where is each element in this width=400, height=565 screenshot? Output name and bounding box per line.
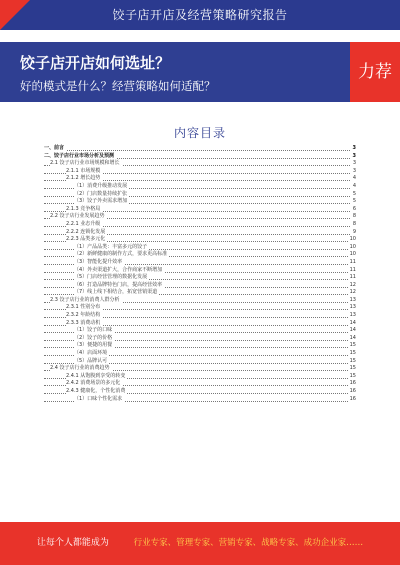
toc-entry-page: 11 (349, 274, 356, 281)
toc-entry-title: （2）新鲜健康的制作方式，要求更高标准 (74, 251, 168, 258)
toc-entry[interactable] (44, 396, 356, 404)
toc-heading: 内容目录 (173, 126, 226, 140)
toc-entry-page: 10 (349, 243, 356, 250)
toc-entry-title: （3）便捷的用餐 (74, 342, 113, 349)
toc-entry-page: 15 (349, 372, 356, 379)
toc-entry-title: 2.2 饺子店行业发展趋势 (50, 213, 105, 220)
toc-entry[interactable] (44, 213, 356, 221)
toc-entry-page: 12 (349, 281, 356, 288)
toc-entry-page: 15 (349, 365, 356, 372)
toc-entry[interactable] (44, 145, 356, 153)
recommend-badge: 力荐 (350, 42, 400, 102)
toc-entry-page: 8 (352, 220, 356, 227)
toc-entry-title: （2）门店数量持续扩张 (74, 190, 128, 197)
footer-bar (0, 522, 400, 565)
toc-entry-title: 一、前言 (44, 145, 65, 151)
toc-entry-page: 12 (349, 289, 356, 296)
toc-entry[interactable] (44, 236, 356, 244)
toc-entry-title: （7）线上线下相结合，拓宽营销渠道 (74, 289, 158, 296)
toc-entry[interactable] (44, 175, 356, 183)
toc-entry[interactable] (44, 183, 356, 191)
toc-entry-title: （3）饺子外卖需求增加 (74, 198, 128, 205)
banner-subheadline: 好的模式是什么？经营策略如何适配？ (20, 79, 216, 93)
toc-entry-page: 11 (349, 258, 356, 265)
banner-headline: 饺子店开店如何选址？ (20, 54, 171, 72)
toc-entry-title: 2.4.3 健康化，个性化消费 (66, 388, 126, 394)
toc-entry-title: 2.3.3 消费动机 (66, 319, 101, 326)
toc-entry-page: 16 (349, 380, 356, 387)
footer-lead-text: 让每个人都能成为 (36, 538, 109, 548)
toc-entry-title: （4）店面环境 (74, 350, 108, 357)
toc-entry[interactable] (44, 327, 356, 335)
toc-entry-page: 11 (349, 266, 356, 273)
toc-entry[interactable] (44, 160, 356, 168)
toc-entry-title: 2.1.2 增长趋势 (66, 175, 101, 182)
toc-entry[interactable] (44, 312, 356, 320)
toc-entry-page: 15 (349, 342, 356, 349)
toc-entry-title: 2.1.1 市场规模 (66, 167, 101, 174)
toc-entry-page: 16 (349, 388, 356, 394)
toc-entry-page: 3 (352, 160, 356, 167)
toc-entry-page: 4 (352, 182, 356, 189)
toc-entry[interactable] (44, 259, 356, 267)
toc-entry-page: 14 (349, 319, 356, 326)
toc-entry-title: 2.3 饺子店行业的消费人群分析 (50, 296, 120, 303)
toc-entry-page: 13 (349, 304, 356, 311)
toc-entry-title: 2.4.2 消费场景的多元化 (66, 380, 121, 387)
toc-entry-page: 3 (352, 167, 356, 174)
title-banner (0, 42, 400, 102)
toc-entry-title: 二、饺子店行业市场分析及预测 (44, 152, 115, 159)
toc-entry[interactable] (44, 274, 356, 282)
toc-entry-title: （4）外卖渠道扩大，合作商家不断增加 (74, 266, 163, 273)
toc-entry[interactable] (44, 229, 356, 237)
toc-entry-title: （1）产品品类：丰富多元的饺子 (74, 243, 148, 250)
toc-entry-title: （2）饺子的价格 (74, 334, 113, 341)
toc-entry-title: 2.4.1 从饱腹到享受的转变 (66, 372, 126, 379)
toc-entry-page: 10 (349, 251, 356, 258)
toc-entry-page: 9 (352, 228, 356, 235)
toc-entry[interactable] (44, 267, 356, 275)
toc-entry[interactable] (44, 342, 356, 350)
toc-entry-title: 2.1 饺子店行业市场规模和增长 (50, 160, 120, 167)
toc-entry-page: 3 (352, 152, 356, 159)
toc-entry[interactable] (44, 365, 356, 373)
toc-entry[interactable] (44, 289, 356, 297)
toc-entry-page: 15 (349, 357, 356, 364)
toc-entry-title: 2.1.3 竞争格局 (66, 205, 101, 212)
toc-entry[interactable] (44, 350, 356, 358)
toc-entry-page: 13 (349, 296, 356, 303)
toc-entry-title: （5）品牌认可 (74, 357, 108, 364)
footer-roles-text: 行业专家、管理专家、营销专家、战略专家、成功企业家…… (133, 538, 364, 548)
toc-entry-page: 14 (349, 327, 356, 334)
toc-entry-title: （6）打造品牌特色门店，提高经营效率 (74, 281, 163, 288)
toc-entry[interactable] (44, 198, 356, 206)
toc-entry-page: 4 (352, 175, 356, 182)
toc-entry[interactable] (44, 380, 356, 388)
toc-entry-page: 10 (349, 236, 356, 243)
toc-entry-title: （5）门店经营管理的数据化发展 (74, 274, 148, 281)
footer-slogan (0, 522, 400, 565)
toc-entry-page: 5 (352, 190, 356, 197)
toc-entry-title: 2.4 饺子店行业的消费趋势 (50, 365, 110, 372)
toc-entry-page: 5 (352, 198, 356, 205)
top-header-bar (0, 0, 400, 30)
toc-entry-page: 15 (349, 350, 356, 357)
toc-entry-title: 2.3.1 性别分布 (66, 304, 101, 311)
toc-entry[interactable] (44, 388, 356, 396)
toc-entry-page: 8 (352, 213, 356, 220)
toc-entry[interactable] (44, 304, 356, 312)
toc-entry-title: （1）饺子的口味 (74, 327, 113, 334)
toc-entry-title: 2.3.2 年龄结构 (66, 312, 101, 319)
toc-dot-leader (44, 150, 356, 151)
toc-entry-title: （1）口味个性化需求 (74, 395, 123, 402)
toc-entry[interactable] (44, 251, 356, 259)
toc-entry-page: 13 (349, 312, 356, 319)
toc-entry-page: 6 (352, 205, 356, 212)
report-header-title: 饺子店开店及经营策略研究报告 (112, 8, 288, 22)
toc-entry-title: 2.2.3 品类多元化 (66, 236, 106, 243)
toc-entry-page: 16 (349, 395, 356, 402)
table-of-contents (44, 145, 356, 403)
toc-entry-title: 2.2.2 连锁化发展 (66, 228, 106, 235)
toc-entry-title: （3）智能化提升效率 (74, 258, 123, 265)
toc-entry-page: 14 (349, 334, 356, 341)
toc-entry-title: 2.2.1 业态升级 (66, 220, 101, 227)
toc-entry[interactable] (44, 221, 356, 229)
toc-entry-page: 3 (352, 145, 356, 151)
toc-entry-title: （1）消费升级推动发展 (74, 182, 128, 189)
